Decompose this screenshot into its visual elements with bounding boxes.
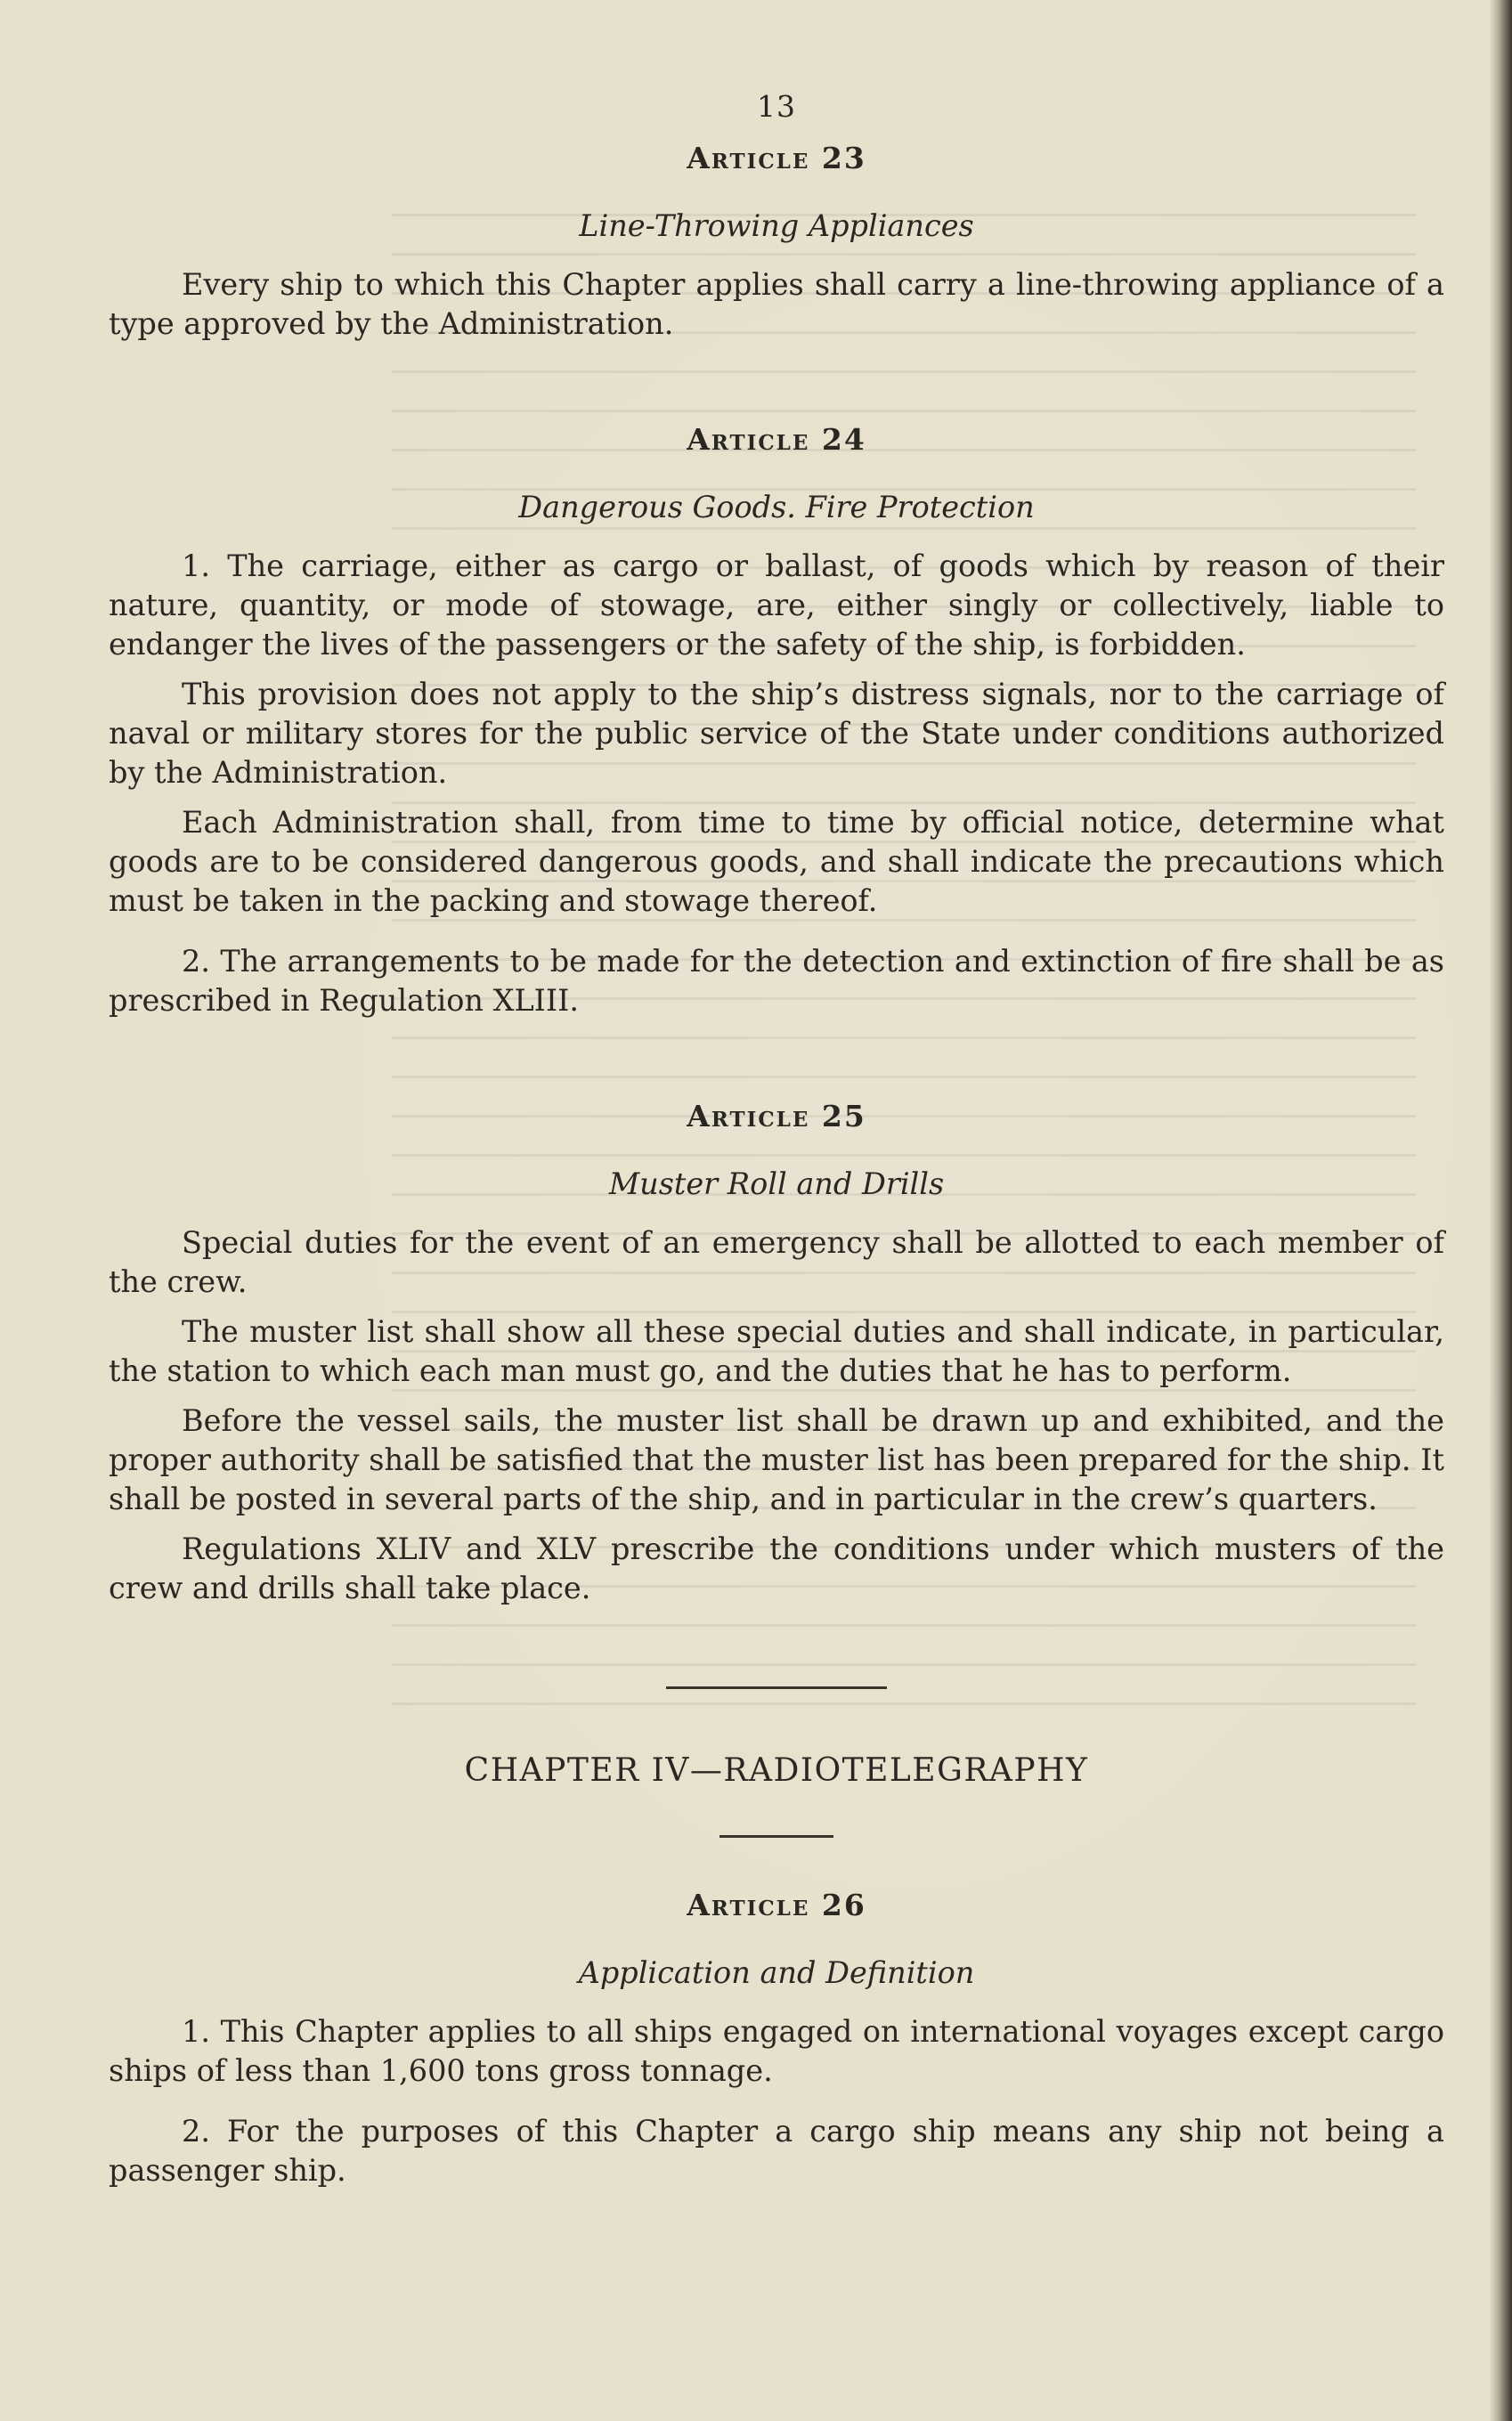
article-paragraph: Before the vessel sails, the muster list shall be drawn up and exhibited, and the proper authority shall be satisfied that the muster list has been prepared for the ship. It shall be posted in several parts of the ship, and in particular in the crew’s quarters.: [109, 1403, 1444, 1516]
article-title: Application and Definition: [578, 1955, 975, 1990]
page-binding-shadow: [1489, 0, 1512, 2421]
article-24: [109, 420, 1444, 1020]
article-heading: Article 26: [687, 1888, 866, 1922]
article-paragraph: Each Administration shall, from time to time by official notice, determine what goods are to be considered dangerous goods, and shall indicate the precautions which must be taken in the packing and stowage thereof.: [109, 805, 1444, 918]
article-paragraph: 1. The carriage, either as cargo or ballast, of goods which by reason of their nature, quantity, or mode of stowage, are, either singly or collectively, liable to endanger the lives of the passengers or the safety of the ship, is forbidden.: [109, 548, 1444, 662]
article-paragraph: 1. This Chapter applies to all ships engaged on international voyages except cargo ships of less than 1,600 tons gross tonnage.: [109, 2014, 1444, 2088]
article-heading: Article 24: [687, 422, 866, 457]
section-divider: [666, 1686, 887, 1689]
article-26: [109, 1886, 1444, 2190]
page-number: 13: [757, 89, 796, 124]
article-paragraph: Regulations XLIV and XLV prescribe the conditions under which musters of the crew and drills shall take place.: [109, 1531, 1444, 1605]
article-title: Muster Roll and Drills: [608, 1166, 945, 1201]
article-23: [109, 139, 1444, 344]
article-heading: Article 23: [687, 141, 866, 175]
article-title: Dangerous Goods. Fire Protection: [518, 490, 1035, 524]
chapter-title: CHAPTER IV—RADIOTELEGRAPHY: [464, 1752, 1089, 1789]
article-paragraph: 2. The arrangements to be made for the detection and extinction of fire shall be as prescribed in Regulation XLIII.: [109, 944, 1444, 1018]
article-title: Line-Throwing Appliances: [579, 208, 974, 243]
article-25: [109, 1097, 1444, 1608]
article-paragraph: Special duties for the event of an emergency shall be allotted to each member of the crew.: [109, 1225, 1444, 1299]
page-content: [109, 87, 1444, 2190]
chapter-divider: [719, 1835, 833, 1838]
article-paragraph: 2. For the purposes of this Chapter a cargo ship means any ship not being a passenger ship.: [109, 2114, 1444, 2188]
article-heading: Article 25: [687, 1099, 866, 1133]
article-paragraph: Every ship to which this Chapter applies shall carry a line-throwing appliance of a type approved by the Administration.: [109, 267, 1444, 341]
article-paragraph: This provision does not apply to the ship’s distress signals, nor to the carriage of naval or military stores for the public service of the State under conditions authorized by the Administration.: [109, 677, 1444, 790]
article-paragraph: The muster list shall show all these special duties and shall indicate, in particular, the station to which each man must go, and the duties that he has to perform.: [109, 1314, 1444, 1388]
